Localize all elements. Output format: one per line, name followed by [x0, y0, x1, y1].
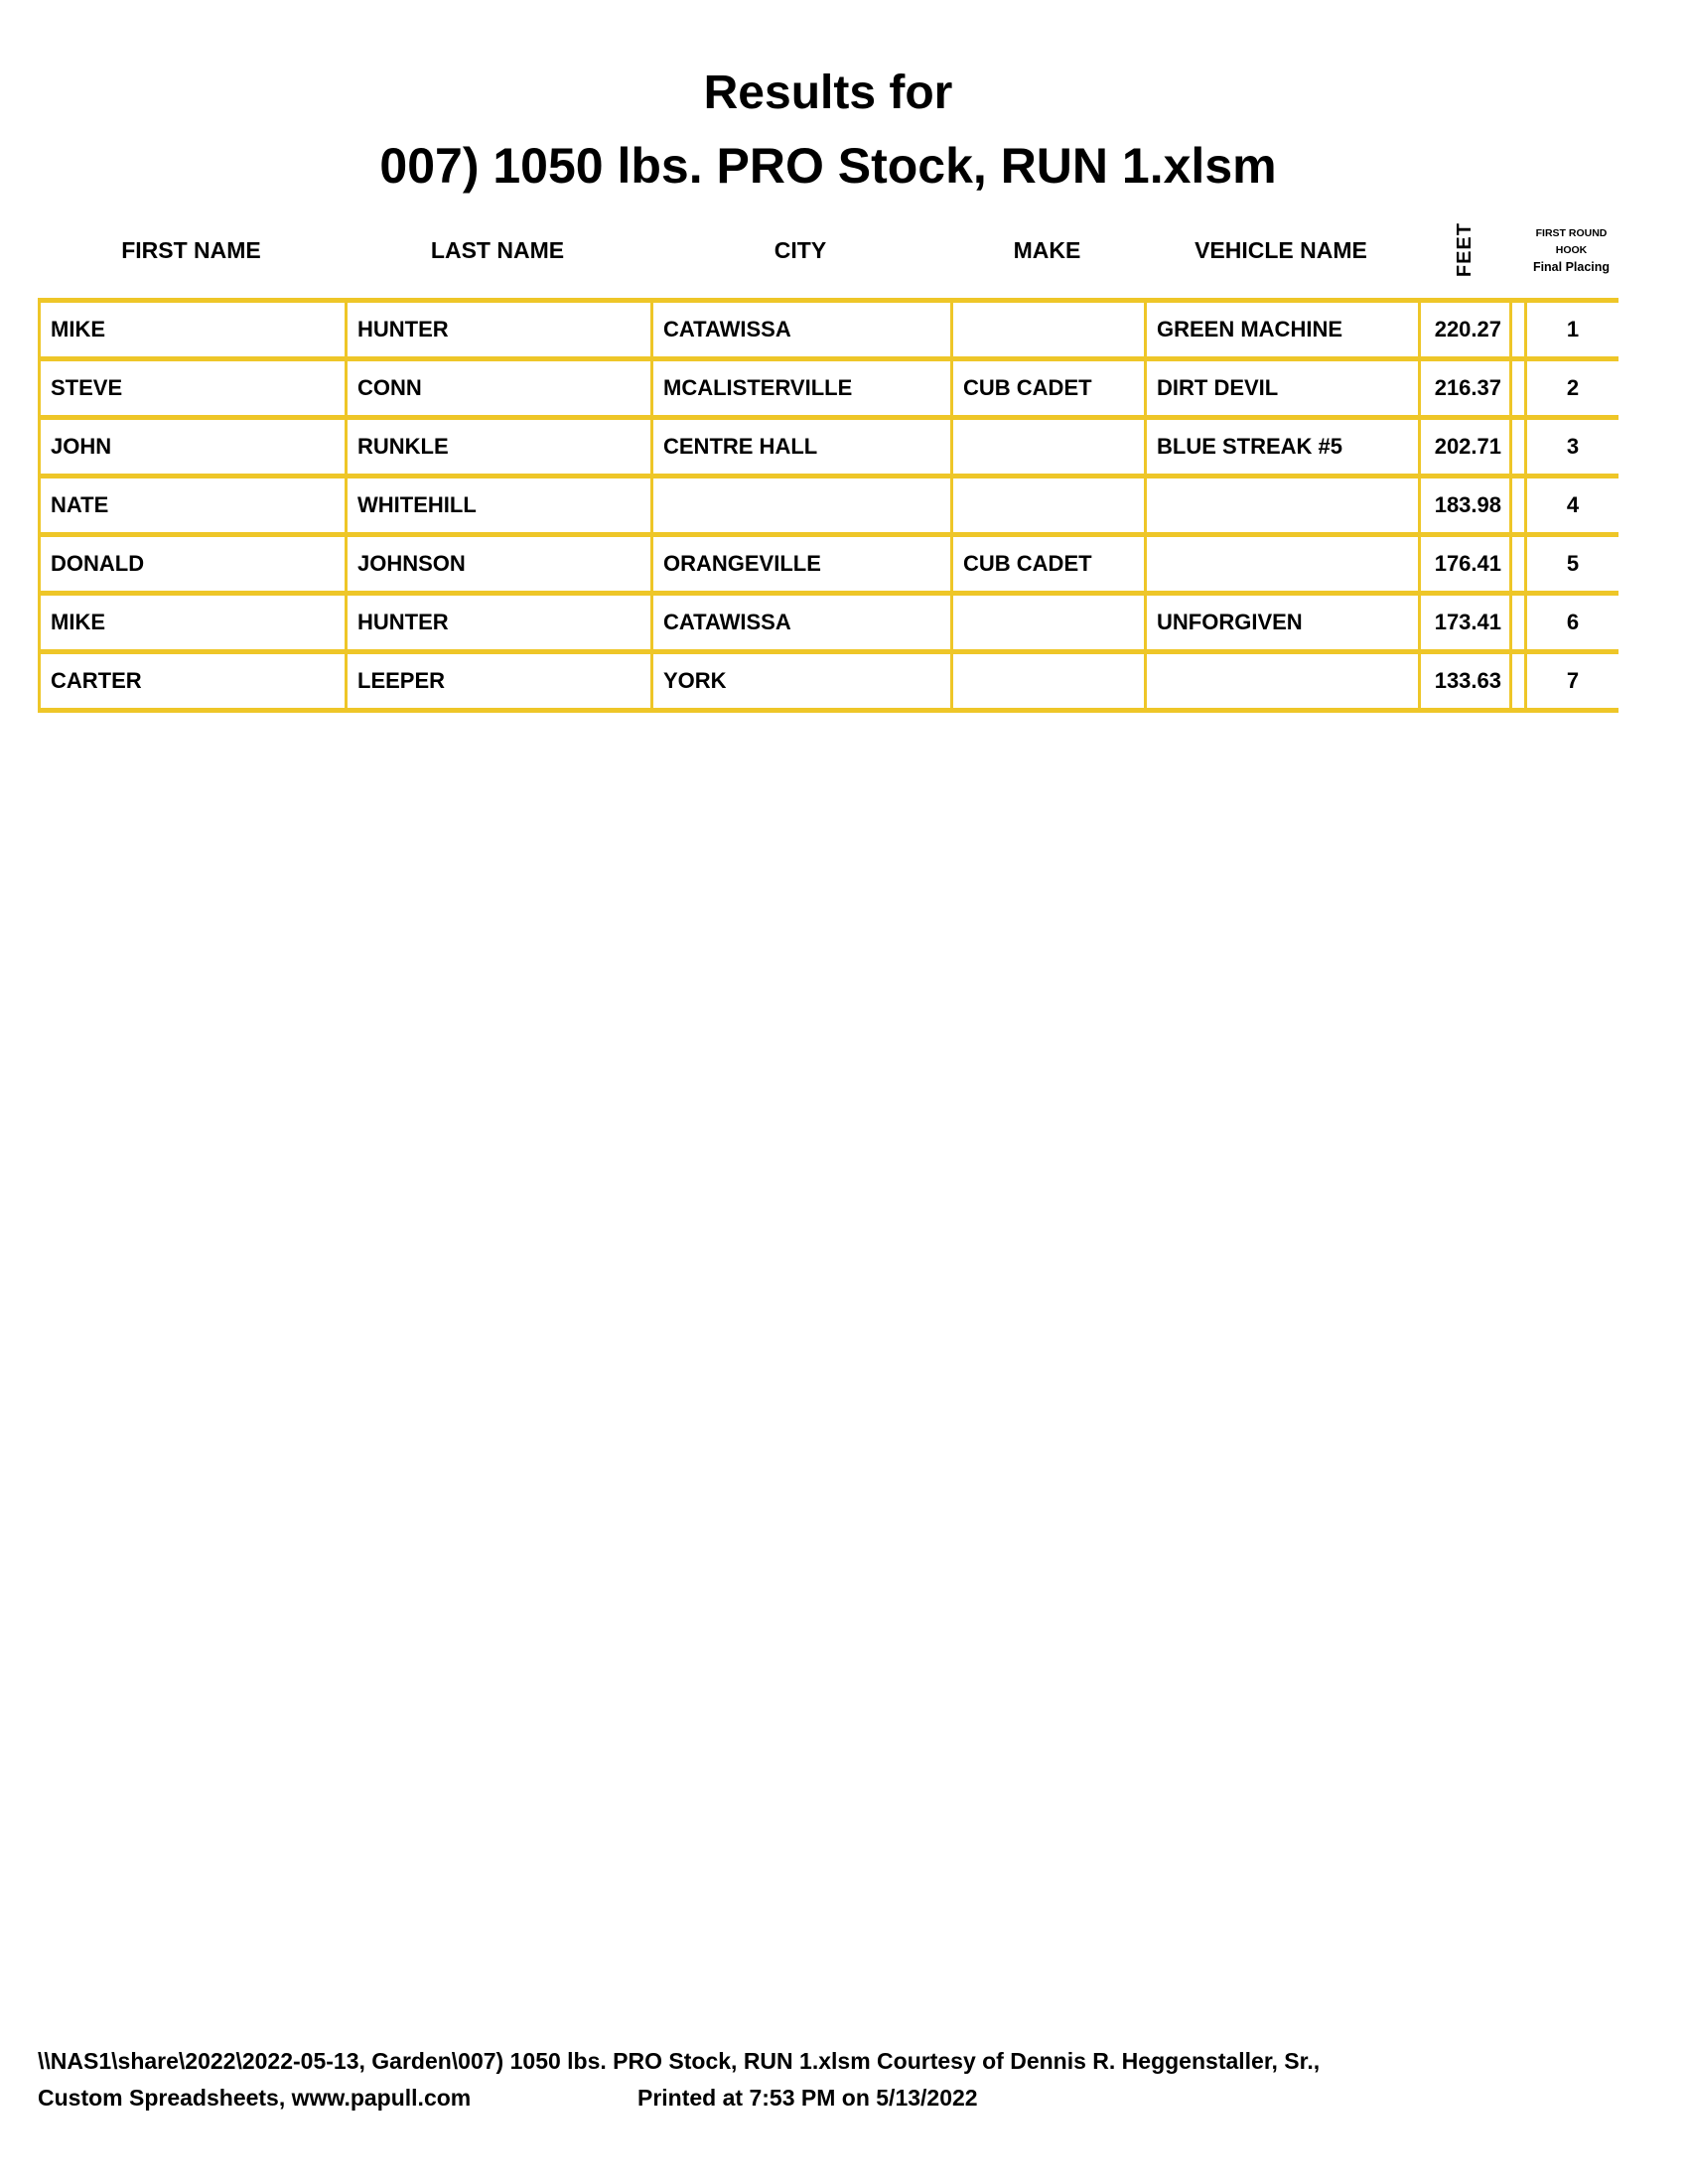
page-subtitle-filename: 007) 1050 lbs. PRO Stock, RUN 1.xlsm	[379, 138, 1277, 194]
cell-make	[950, 478, 1144, 532]
table-row	[38, 415, 1618, 474]
cell-gap	[1512, 420, 1524, 474]
page-title: Results for	[703, 67, 953, 119]
report-footer	[38, 2043, 1646, 2116]
cell-final-placing: 3	[1524, 420, 1618, 474]
column-header-feet	[1418, 210, 1512, 290]
cell-final-placing: 7	[1524, 654, 1618, 708]
cell-gap	[1512, 361, 1524, 415]
cell-feet: 176.41	[1418, 537, 1512, 591]
cell-feet: 220.27	[1418, 303, 1512, 356]
cell-feet: 173.41	[1418, 596, 1512, 649]
cell-first-name: JOHN	[38, 420, 345, 474]
cell-city: ORANGEVILLE	[650, 537, 950, 591]
cell-last-name: RUNKLE	[345, 420, 650, 474]
placing-header-line3: Final Placing	[1532, 259, 1611, 274]
cell-make	[950, 420, 1144, 474]
cell-first-name: CARTER	[38, 654, 345, 708]
cell-gap	[1512, 596, 1524, 649]
column-header-vehicle-name: VEHICLE NAME	[1195, 236, 1367, 263]
cell-make: CUB CADET	[950, 537, 1144, 591]
cell-vehicle-name: UNFORGIVEN	[1144, 596, 1418, 649]
cell-gap	[1512, 654, 1524, 708]
cell-last-name: HUNTER	[345, 596, 650, 649]
results-table	[38, 298, 1618, 713]
cell-vehicle-name: BLUE STREAK #5	[1144, 420, 1418, 474]
cell-last-name: CONN	[345, 361, 650, 415]
table-row	[38, 298, 1618, 356]
cell-gap	[1512, 537, 1524, 591]
column-header-city: CITY	[774, 236, 827, 263]
cell-city: CATAWISSA	[650, 303, 950, 356]
cell-feet: 133.63	[1418, 654, 1512, 708]
footer-second-line	[38, 2080, 1646, 2116]
cell-city: MCALISTERVILLE	[650, 361, 950, 415]
cell-feet: 202.71	[1418, 420, 1512, 474]
cell-city	[650, 478, 950, 532]
column-header-last-name: LAST NAME	[430, 236, 565, 263]
cell-last-name: JOHNSON	[345, 537, 650, 591]
cell-vehicle-name: GREEN MACHINE	[1144, 303, 1418, 356]
table-row	[38, 532, 1618, 591]
header-gap	[1512, 210, 1524, 290]
report-title-block	[38, 66, 1618, 195]
cell-city: YORK	[650, 654, 950, 708]
placing-header-line2: HOOK	[1555, 243, 1588, 256]
footer-credit: Custom Spreadsheets, www.papull.com	[38, 2085, 472, 2111]
cell-final-placing: 1	[1524, 303, 1618, 356]
cell-city: CENTRE HALL	[650, 420, 950, 474]
table-row	[38, 649, 1618, 713]
cell-first-name: NATE	[38, 478, 345, 532]
cell-first-name: STEVE	[38, 361, 345, 415]
cell-first-name: DONALD	[38, 537, 345, 591]
feet-rotated-label: FEET	[1454, 222, 1476, 278]
cell-last-name: LEEPER	[345, 654, 650, 708]
cell-last-name: WHITEHILL	[345, 478, 650, 532]
cell-feet: 183.98	[1418, 478, 1512, 532]
cell-last-name: HUNTER	[345, 303, 650, 356]
cell-make	[950, 303, 1144, 356]
cell-make	[950, 654, 1144, 708]
column-header-first-name: FIRST NAME	[121, 236, 261, 263]
footer-printed-timestamp: Printed at 7:53 PM on 5/13/2022	[637, 2085, 978, 2111]
cell-first-name: MIKE	[38, 596, 345, 649]
cell-make	[950, 596, 1144, 649]
cell-final-placing: 5	[1524, 537, 1618, 591]
cell-gap	[1512, 303, 1524, 356]
cell-final-placing: 4	[1524, 478, 1618, 532]
cell-gap	[1512, 478, 1524, 532]
cell-make: CUB CADET	[950, 361, 1144, 415]
cell-vehicle-name	[1144, 537, 1418, 591]
cell-vehicle-name	[1144, 654, 1418, 708]
footer-file-path: \\NAS1\share\2022\2022-05-13, Garden\007) 1050 lbs. PRO Stock, RUN 1.xlsm Courtesy of Dennis R. Heggenstaller, Sr.,	[38, 2048, 1321, 2074]
cell-vehicle-name	[1144, 478, 1418, 532]
cell-final-placing: 2	[1524, 361, 1618, 415]
placing-header-line1: FIRST ROUND	[1535, 226, 1608, 239]
table-row	[38, 474, 1618, 532]
cell-feet: 216.37	[1418, 361, 1512, 415]
table-row	[38, 591, 1618, 649]
cell-first-name: MIKE	[38, 303, 345, 356]
cell-city: CATAWISSA	[650, 596, 950, 649]
column-header-make: MAKE	[1013, 236, 1081, 263]
column-header-final-placing	[1524, 210, 1618, 290]
table-row	[38, 356, 1618, 415]
cell-final-placing: 6	[1524, 596, 1618, 649]
cell-vehicle-name: DIRT DEVIL	[1144, 361, 1418, 415]
table-header-row	[38, 210, 1618, 290]
